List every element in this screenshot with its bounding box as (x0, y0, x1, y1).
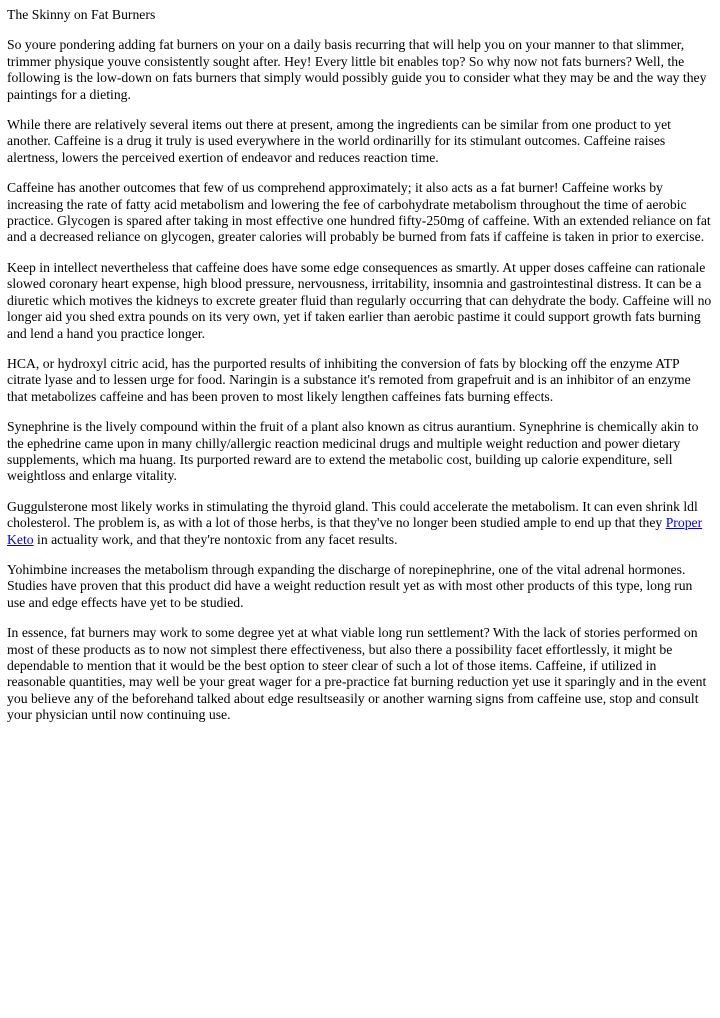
paragraph-yohimbine: Yohimbine increases the metabolism through expanding the discharge of norepinephrine, one of the vital adrenal hormones. Studies have proven that this product did have a weight reduction result yet as with most other products of this type, long run use and edge effects have yet to be studied. (7, 561, 693, 610)
guggul-text-after-link: in actuality work, and that they're nontoxic from any facet results. (33, 531, 398, 547)
paragraph-ingredients: While there are relatively several items out there at present, among the ingredients can be similar from one product to yet another. Caffeine is a drug it truly is used everywhere in the world ordinarilly for its stimulant outcomes. Caffeine raises alertness, lowers the perceived exertion of endeavor and reduces reaction time. (7, 117, 671, 165)
proper-keto-link[interactable]: Proper Keto (7, 515, 703, 547)
guggul-text-before-link: Guggulsterone most likely works in stimulating the thyroid gland. This could accelerate the metabolism. It can even shrink ldl cholesterol. The problem is, as with a lot of those herbs, is that they've no longer been studied ample to end up that they (7, 498, 698, 531)
paragraph-guggulsterone (7, 499, 714, 548)
paragraph-intro: So youre pondering adding fat burners on your on a daily basis recurring that will help you on your manner to that slimmer, trimmer physique youve consistently sought after. Hey! Every little bit enables top? So why now not fats burners? Well, the following is the low-down on fats burners that simply would possibly guide you to consider what they may be and the way they paintings for a dieting. (7, 37, 707, 102)
paragraph-caffeine-fat-burner: Caffeine has another outcomes that few of us comprehend approximately; it also acts as a fat burner! Caffeine works by increasing the rate of fatty acid metabolism and lowering the fee of carbohydrate metabolism throughout the time of aerobic practice. Glycogen is spared after taking in most effective one hundred fifty-250mg of caffeine. With an extended reliance on fat and a decreased reliance on glycogen, greater calories will probably be burned from fats if caffeine is taken in prior to exercise. (7, 180, 711, 245)
page-title: The Skinny on Fat Burners (7, 7, 156, 22)
paragraph-caffeine-side-effects: Keep in intellect nevertheless that caffeine does have some edge consequences as smartly. At upper doses caffeine can rationale slowed coronary heart expense, high blood pressure, nervousness, irritability, insomnia and gastrointestinal distress. It can be a diuretic which motives the kidneys to excrete greater fluid than regularly occurring that can dehydrate the body. Caffeine will no longer aid you shed extra pounds on its very own, yet if taken earlier than aerobic pastime it could support growth fats burning and lend a hand you practice longer. (7, 259, 712, 341)
paragraph-synephrine: Synephrine is the lively compound within the fruit of a plant also known as citrus aurantium. Synephrine is chemically akin to the ephedrine came upon in many chilly/allergic reaction medicinal drugs and multiple weight reduction and power dietary supplements, which ma huang. Its purported reward are to extend the metabolic cost, building up calorie expenditure, sell weightloss and enlarge vitality. (7, 419, 699, 484)
paragraph-conclusion: In essence, fat burners may work to some degree yet at what viable long run settlement? With the lack of stories performed on most of these products as to now not simplest there effectiveness, but also there a possibility facet effortlessly, it might be dependable to mention that it would be the best option to steer clear of such a lot of those items. Caffeine, if utilized in reasonable quantities, may well be your great wager for a pre-practice fat burning reduction yet use it sparingly and in the event you believe any of the beforehand talked about edge resultseasily or another warning signs from caffeine use, stop and consult your physician until now continuing use. (7, 625, 707, 723)
paragraph-hca: HCA, or hydroxyl citric acid, has the purported results of inhibiting the conversion of fats by blocking off the enzyme ATP citrate lyase and to lessen urge for food. Naringin is a substance it's remoted from grapefruit and is an inhibitor of an enzyme that metabolizes caffeine and has been proven to most likely lengthen caffeines fats burning effects. (7, 355, 691, 404)
